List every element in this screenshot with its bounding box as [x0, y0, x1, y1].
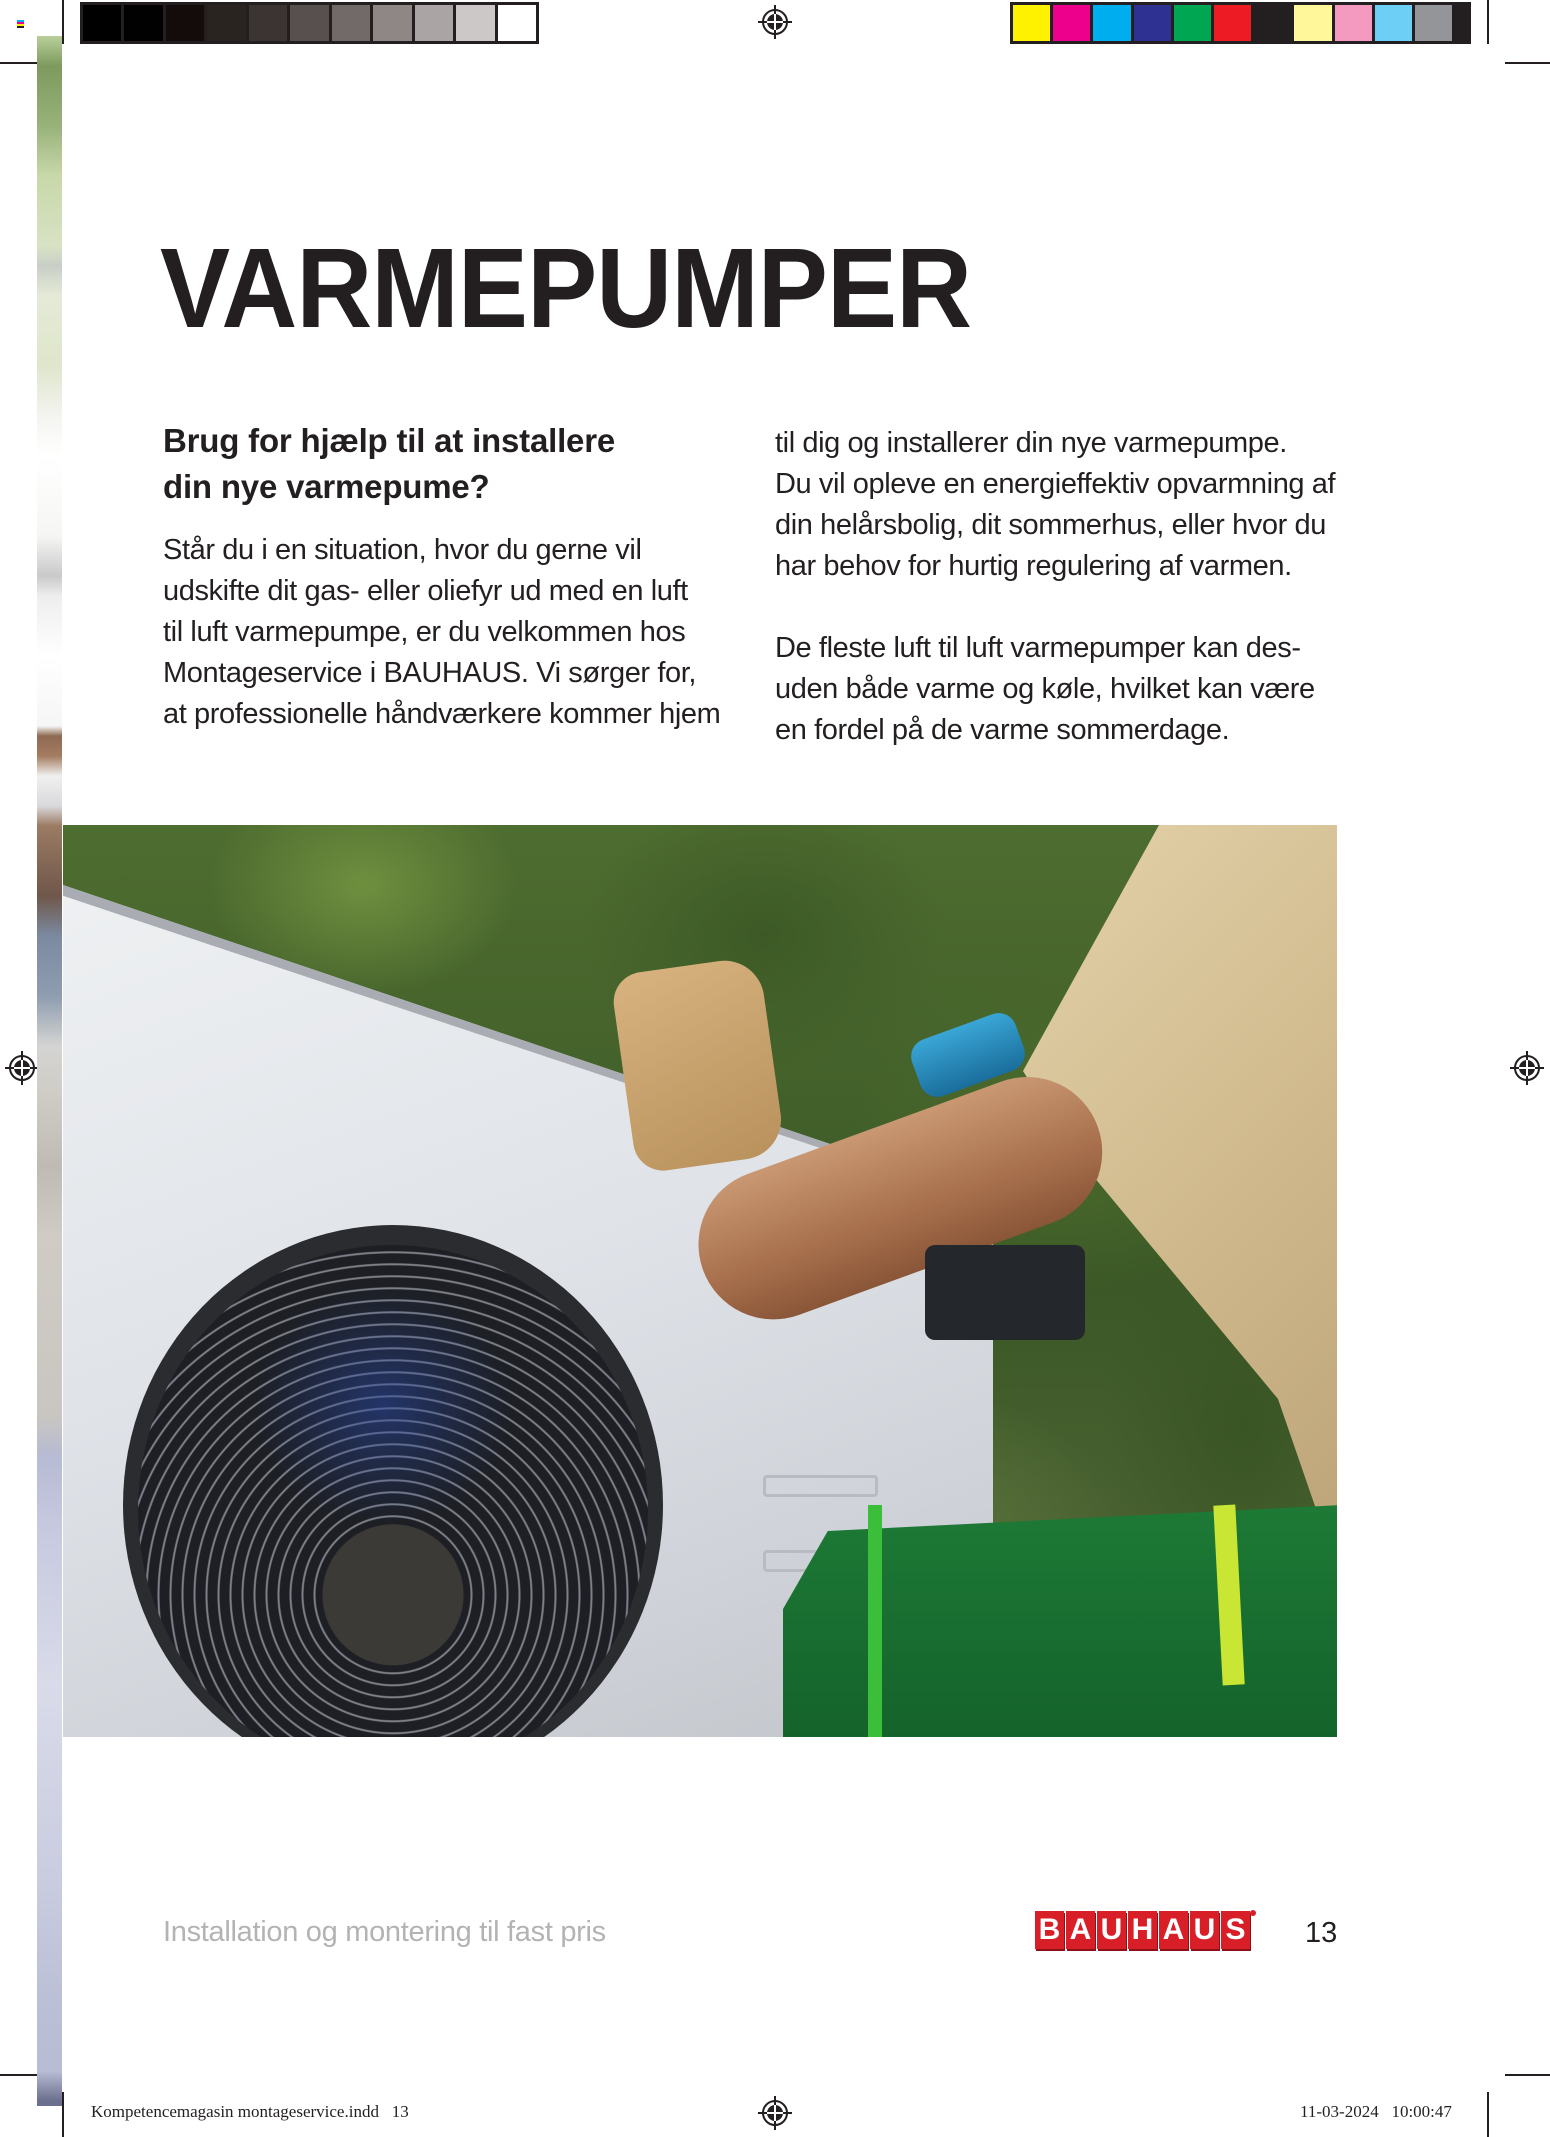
color-swatch-black	[1254, 5, 1291, 41]
gray-swatch	[332, 5, 370, 41]
gray-swatch	[83, 5, 121, 41]
crop-mark-bottom-right-h	[1505, 2074, 1550, 2076]
body-line: Du vil opleve en energieffektiv opvarmning af	[775, 468, 1336, 500]
fan-blade-reflection	[253, 1285, 513, 1525]
body-line: De fleste luft til luft varmepumper kan des-	[775, 632, 1301, 664]
registration-mark-left	[5, 1051, 39, 1085]
previous-page-bleed-strip	[37, 36, 62, 2106]
right-column	[775, 423, 1365, 751]
logo-letter: U	[1097, 1911, 1126, 1949]
heat-pump-installation-photo	[63, 825, 1337, 1737]
registration-mark-top	[758, 5, 792, 39]
crop-mark-top-right-h	[1505, 62, 1550, 64]
body-line: at professionelle håndværkere kommer hjem	[163, 698, 721, 730]
color-swatch-pink	[1335, 5, 1372, 41]
process-color-bar	[1010, 2, 1471, 44]
body-line: til luft varmepumpe, er du velkommen hos	[163, 616, 686, 648]
slug-filename: Kompetencemagasin montageservice.indd 13	[91, 2102, 409, 2121]
lead-line: Brug for hjælp til at installere	[163, 422, 615, 459]
gray-swatch	[373, 5, 411, 41]
body-line: Montageservice i BAUHAUS. Vi sørger for,	[163, 657, 697, 689]
color-swatch-magenta	[1053, 5, 1090, 41]
body-line: uden både varme og køle, hvilket kan være	[775, 673, 1315, 705]
body-line: til dig og installerer din nye varmepumpe.	[775, 427, 1287, 459]
gray-swatch	[249, 5, 287, 41]
body-line: en fordel på de varme sommerdage.	[775, 714, 1230, 746]
page-title: VARMEPUMPER	[160, 225, 972, 351]
logo-letter: A	[1066, 1911, 1095, 1949]
body-line: din helårsbolig, dit sommerhus, eller hvor du	[775, 509, 1326, 541]
color-swatch-green	[1174, 5, 1211, 41]
bag-trim	[868, 1505, 882, 1737]
gray-swatch	[456, 5, 494, 41]
crop-mark-bottom-right-v	[1487, 2092, 1489, 2137]
grayscale-color-bar	[80, 2, 539, 44]
page-number: 13	[1305, 1917, 1338, 1949]
cmyk-black	[17, 26, 24, 28]
logo-letter: B	[1035, 1911, 1064, 1949]
logo-letter: U	[1190, 1911, 1219, 1949]
registration-mark-right	[1510, 1051, 1544, 1085]
green-tool-bag	[783, 1505, 1337, 1737]
registered-trademark-icon	[1250, 1910, 1256, 1916]
body-line: har behov for hurtig regulering af varmen.	[775, 550, 1292, 582]
body-line: udskifte dit gas- eller oliefyr ud med en luft	[163, 575, 688, 607]
vent-slot	[763, 1475, 878, 1497]
bauhaus-logo	[1035, 1911, 1250, 1950]
color-swatch-red	[1214, 5, 1251, 41]
crop-mark-top-right-v	[1487, 0, 1489, 44]
color-swatch-yellow	[1013, 5, 1050, 41]
gray-swatch	[166, 5, 204, 41]
color-swatch-blue	[1134, 5, 1171, 41]
gray-swatch	[124, 5, 162, 41]
crop-mark-top-left-v	[62, 0, 64, 44]
cmyk-indicator	[17, 20, 24, 28]
gray-swatch	[290, 5, 328, 41]
footer-tagline: Installation og montering til fast pris	[163, 1916, 606, 1948]
gray-swatch	[207, 5, 245, 41]
body-paragraph	[775, 628, 1365, 751]
slug-datetime: 11-03-2024 10:00:47	[1300, 2102, 1452, 2121]
registration-mark-bottom	[758, 2096, 792, 2130]
color-swatch-gray	[1415, 5, 1452, 41]
logo-letter: A	[1159, 1911, 1188, 1949]
drill-battery	[925, 1245, 1085, 1340]
logo-letter: S	[1221, 1911, 1250, 1949]
body-paragraph	[163, 530, 738, 735]
lead-heading	[163, 418, 738, 510]
gray-swatch	[415, 5, 453, 41]
color-swatch-light-cyan	[1375, 5, 1412, 41]
logo-letter: H	[1128, 1911, 1157, 1949]
color-swatch-cyan	[1093, 5, 1130, 41]
body-line: Står du i en situation, hvor du gerne vil	[163, 534, 642, 566]
crop-mark-bottom-left-v	[62, 2092, 64, 2137]
color-swatch-light-yellow	[1294, 5, 1331, 41]
left-column	[163, 418, 738, 735]
lead-line: din nye varmepume?	[163, 468, 490, 505]
body-paragraph	[775, 423, 1365, 587]
gray-swatch	[498, 5, 536, 41]
work-glove	[610, 956, 786, 1175]
